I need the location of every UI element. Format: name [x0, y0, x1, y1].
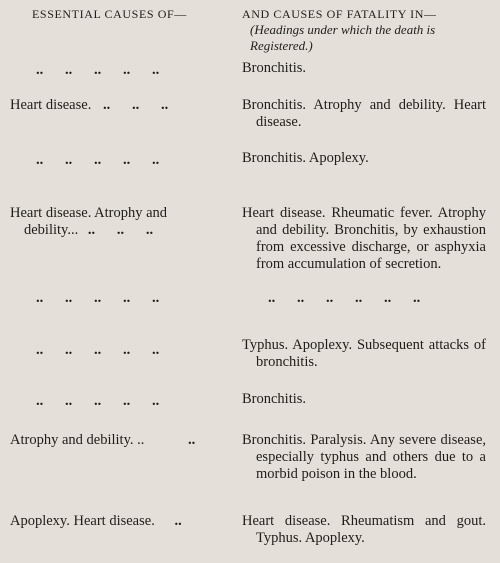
row-6-right-text: Typhus. Apoplexy. Subsequent attacks of bronchitis.: [242, 337, 486, 370]
row-8-left-text: Atrophy and debility. ..: [10, 432, 145, 448]
header-essential-causes: ESSENTIAL CAUSES OF—: [32, 7, 187, 21]
row-8-right-text: Bronchitis. Paralysis. Any severe disease, especially typhus and others due to a morbid poison in the blood.: [242, 432, 486, 482]
row-6-right: [242, 337, 486, 371]
leader-dots: .. .. .. .. ..: [36, 393, 160, 409]
row-4-right: [242, 205, 486, 273]
row-9-left: [10, 513, 220, 530]
leader-dots: .. .. .. .. ..: [36, 290, 160, 306]
row-2-right-text: Bronchitis. Atrophy and debility. Heart disease.: [242, 97, 486, 130]
row-8-right: [242, 432, 486, 483]
row-1-left: [36, 62, 246, 79]
row-2-right: [242, 97, 486, 131]
row-8-left: [10, 432, 220, 449]
row-4-left-text: [10, 205, 220, 239]
row-2-left-text: Heart disease.: [10, 97, 92, 113]
header-causes-of-fatality: [242, 7, 490, 54]
row-9-right-text: Heart disease. Rheumatism and gout. Typhus. Apoplexy.: [242, 513, 486, 546]
row-2-left: [10, 97, 220, 114]
leader-dots: ..: [188, 432, 196, 448]
row-7-left: [36, 393, 246, 410]
leader-dots: .. .. .. .. ..: [36, 152, 160, 168]
row-9-left-text: Apoplexy. Heart disease.: [10, 513, 155, 529]
row-4-left-label: Heart disease. Atrophy and debility...: [10, 205, 168, 238]
header-right-title: AND CAUSES OF FATALITY IN—: [242, 7, 437, 21]
row-4-right-text: Heart disease. Rheumatic fever. Atrophy and debility. Bronchitis, by exhaustion from excessive discharge, or asphyxia from accumulation of secretion.: [242, 205, 486, 272]
row-3-left: [36, 152, 246, 169]
leader-dots: .. .. .. .. ..: [36, 342, 160, 358]
leader-dots: ..: [174, 513, 182, 529]
row-4-left: [10, 205, 220, 239]
row-6-left: [36, 342, 246, 359]
leader-dots: .. .. ..: [87, 222, 154, 238]
leader-dots: .. .. ..: [102, 97, 169, 113]
row-1-right: Bronchitis.: [242, 60, 307, 76]
row-7-right: Bronchitis.: [242, 391, 307, 407]
leader-dots: .. .. .. .. ..: [36, 62, 160, 78]
row-9-right: [242, 513, 486, 547]
row-5-right: [268, 290, 500, 307]
row-5-left: [36, 290, 246, 307]
leader-dots: .. .. .. .. .. ..: [268, 290, 421, 306]
row-3-right: Bronchitis. Apoplexy.: [242, 150, 369, 166]
header-right-subtitle: (Headings under which the death is Registered.): [250, 22, 436, 53]
